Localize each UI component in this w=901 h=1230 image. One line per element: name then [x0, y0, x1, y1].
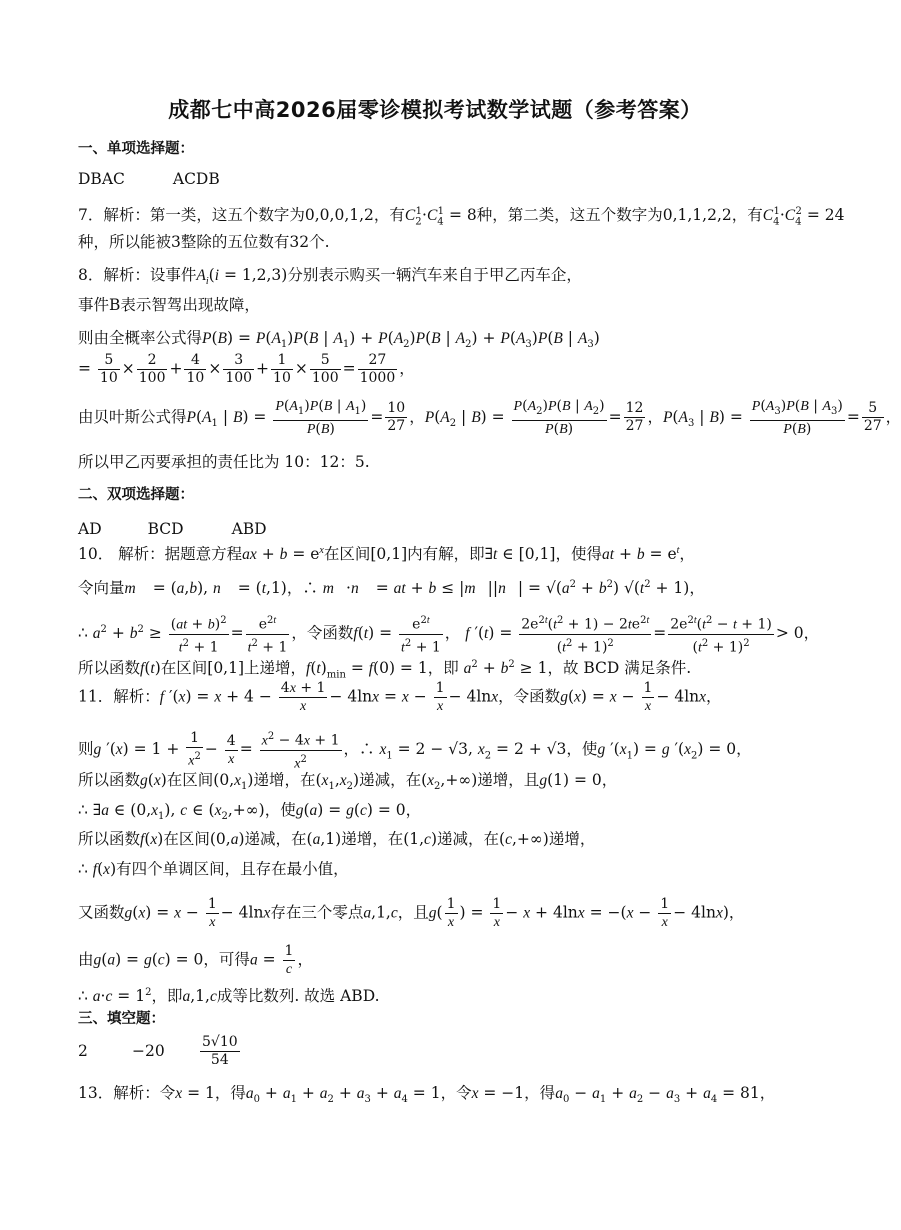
- q11-text: ，可得: [203, 950, 250, 969]
- q8-line-2: 事件B表示智驾出现故障，: [78, 296, 260, 314]
- q11-line-1: 11．解析：f ′(x) = x + 4 − $\frac{4x + 1}{x}$ − 4lnx = x − $\frac{1}{x}$ − 4lnx，令函数g(x) = x − $\frac{1}{x}$ − 4lnx，: [78, 680, 722, 714]
- q11-text: 所以函数: [78, 771, 141, 789]
- q8-label: 8．解析：: [78, 266, 150, 284]
- q13-line-1: 13．解析：令x = 1，得$a_0 + a_1 + a_2 + a_3 + a_4 = 1$，令x = −1，得$a_0 - a_1 + a_2 - a_3 + a_4 = 81$，: [78, 1084, 776, 1106]
- q7-text: 第一类，这五个数字为0,0,0,1,2，有: [149, 206, 405, 225]
- q11-text: ，使: [566, 740, 598, 759]
- q7-text: 种，第二类，这五个数字为0,1,1,2,2，有: [476, 206, 763, 225]
- q11-text: ，且: [397, 903, 429, 922]
- section-heading-fill-blank: 三、填空题：: [78, 1011, 165, 1027]
- q11-text: 存在三个零点: [270, 903, 364, 922]
- q10-text: 在区间[0,1]内有解，即: [323, 545, 485, 564]
- q11-line-6: ∴ f(x)有四个单调区间，且存在最小值，: [78, 860, 349, 878]
- q10-text: 在区间[0,1]上递增，: [160, 659, 307, 678]
- answer-group-2: ACDB: [172, 170, 220, 188]
- q8-text: 由贝叶斯公式得: [78, 407, 187, 426]
- q11-text: 递减，在: [359, 771, 422, 789]
- double-choice-answers: [78, 519, 267, 539]
- q11-line-8: 由g(a) = g(c) = 0，可得a = $\frac{1}{c}$ ，: [78, 943, 313, 977]
- q10-text: ，故 BCD 满足条件.: [547, 659, 692, 678]
- q11-line-2: 则g ′(x) = 1 + $\frac{1}{x^2}$ − $\frac{4}{x}$ = $\frac{x^2 - 4x + 1}{x^2}$ ，∴ $x_1 = 2 - √3$, $x_2 = 2 + √3$，使g $'(x_1) = g$ $'(x_2) = 0$，: [78, 728, 752, 772]
- q13-text: ，得: [524, 1084, 556, 1102]
- q11-text: ，即: [151, 987, 183, 1006]
- fill-blank-answers: [78, 1034, 242, 1069]
- q11-text: 递增，在: [253, 771, 316, 789]
- q11-text: 递增，: [548, 830, 596, 848]
- q8-line-3: 则由全概率公式得$P(B) = P(A_1)P(B$ | $A_1) + P(A_2)P(B$ | $A_2) + P(A_3)P(B$ | $A_3$): [78, 329, 600, 351]
- q7-label: 7．解析：: [78, 206, 150, 225]
- answer-group-1: DBAC: [78, 170, 125, 188]
- q7-line-2: 种，所以能被3整除的五位数有32个.: [78, 233, 330, 251]
- page-title: 成都七中高2026届零诊模拟考试数学试题（参考答案）: [168, 98, 702, 122]
- section-heading-single-choice: 一、单项选择题：: [78, 141, 194, 157]
- q11-text: 则: [78, 740, 94, 759]
- q11-line-7: 又函数g(x) = x − $\frac{1}{x}$ − 4lnx存在三个零点a,1,c，且g( $\frac{1}{x}$ ) = $\frac{1}{x}$ − x + 4lnx = −(x − $\frac{1}{x}$ − 4lnx)，: [78, 896, 745, 930]
- answer-14: $\frac{5√10}{54}$: [202, 1034, 238, 1068]
- q8-line-5: 由贝叶斯公式得$P(A_1$ | B) = $\frac{P(A_1)P(B | A_1)}{P(B)}$ = $\frac{10}{27}$ ，$P(A_2$ | B) = $\frac{P(A_2)P(B | A_2)}{P(B)}$ = $\frac{12}{27}$ ，$P(A_3$ | B) = $\frac{P(A_3)P(B | A_3)}{P(B)}$ = $\frac{5}{27}$ ，: [78, 398, 901, 437]
- q10-line-2: 令向量m⃗ = (a,b), n⃗ = (t,1)，∴ m⃗·n⃗ = at + b ≤ |m⃗||n⃗| = $√(a^2 + b^2) √(t^2 + 1)$，: [78, 579, 705, 598]
- q8-line-1: 8．解析：设事件$A_i(i = 1,2,3)$分别表示购买一辆汽车来自于甲乙丙车企，: [78, 266, 582, 288]
- q11-label: 11．解析：: [78, 687, 160, 706]
- q7-line-1: 7．解析：第一类，这五个数字为0,0,0,1,2，有$C_2^1\cdot C_4^1 = 8$种，第二类，这五个数字为0,1,1,2,2，有$C_4^1\cdot C_4^2 = 24$: [78, 206, 845, 228]
- q11-text: 递减，在: [437, 830, 500, 848]
- answer-13: −20: [132, 1041, 165, 1060]
- q13-text: ，得: [214, 1084, 246, 1102]
- q11-line-9: ∴ $a\cdot c = 1^2$，即a,1,c成等比数列. 故选 ABD.: [78, 987, 380, 1006]
- q11-text: ，使: [264, 801, 296, 819]
- q10-line-3: ∴ $a^2 + b^2$ ≥ $\frac{(at + b)^2}{t^2 + 1}$ = $\frac{e^{2t}}{t^2 + 1}$ ，令函数f(t) = $\frac{e^{2t}}{t^2 + 1}$ ， f ′(t) = $\frac{2e^{2t}(t^2 + 1) - 2te^{2t}}{(t^2 + 1)^2}$ = $\frac{2e^{2t}(t^2 - t + 1)}{(t^2 + 1)^2}$ > 0，: [78, 612, 819, 656]
- q11-text: 递减，在: [244, 830, 307, 848]
- answer-9: AD: [78, 520, 102, 538]
- answer-11: ABD: [231, 520, 267, 538]
- q11-text: 递增，在: [341, 830, 404, 848]
- q10-text: 令向量: [78, 579, 125, 598]
- q13-label: 13．解析：: [78, 1084, 160, 1102]
- answer-12: 2: [78, 1041, 88, 1060]
- q11-text: 成等比数列. 故选 ABD.: [216, 987, 380, 1006]
- q8-line-6: 所以甲乙丙要承担的责任比为 10：12：5.: [78, 453, 370, 471]
- q8-text: 设事件: [149, 266, 197, 284]
- q8-text: 分别表示购买一辆汽车来自于甲乙丙车企，: [287, 266, 582, 284]
- q11-text: 所以函数: [78, 830, 141, 848]
- q11-line-5: 所以函数f(x)在区间(0,a)递减，在(a,1)递增，在(1,c)递减，在(c,+∞)递增，: [78, 830, 596, 848]
- q13-text: ，令: [440, 1084, 472, 1102]
- q10-label: 10． 解析：: [78, 545, 165, 564]
- section-heading-double-choice: 二、双项选择题：: [78, 487, 194, 503]
- q11-text: ，令函数: [498, 687, 561, 706]
- q10-text: 据题意方程: [164, 545, 243, 564]
- q10-text: ，使得: [555, 545, 602, 564]
- q11-text: 又函数: [78, 903, 125, 922]
- q11-text: 递增，且: [477, 771, 540, 789]
- q11-text: 在区间: [163, 830, 210, 848]
- q8-line-4: = $\frac{5}{10}$ × $\frac{2}{100}$ + $\frac{4}{10}$ × $\frac{3}{100}$ + $\frac{1}{10}$ × $\frac{5}{100}$ = $\frac{27}{1000}$ ，: [78, 352, 415, 386]
- q10-text: 所以函数: [78, 659, 141, 678]
- q11-line-3: 所以函数g(x)在区间$(0,x_1)$递增，在$(x_1,x_2)$递减，在$(x_2,+\infty)$递增，且g(1) = 0，: [78, 771, 618, 793]
- q13-text: 令: [159, 1084, 176, 1102]
- q11-text: 在区间: [166, 771, 214, 789]
- q8-text: 则由全概率公式得: [78, 329, 203, 347]
- answer-10: BCD: [147, 520, 184, 538]
- single-choice-answers: [78, 169, 220, 189]
- q11-text: 由: [78, 950, 94, 969]
- q11-line-4: ∴ ∃a ∈ $(0,x_1)$, c ∈ $(x_2,+\infty)$，使g(a) = g(c) = 0，: [78, 801, 422, 823]
- q11-text: 有四个单调区间，且存在最小值，: [116, 860, 349, 878]
- q10-line-1: 10． 解析：据题意方程ax + $b = e^x$在区间[0,1]内有解，即∃t ∈ [0,1]，使得at + $b = e^t$，: [78, 545, 695, 564]
- q10-line-4: 所以函数f(t)在区间[0,1]上递增，$f(t)_{min} = f(0) = 1$，即 $a^2 + b^2 \ge 1$，故 BCD 满足条件.: [78, 659, 692, 681]
- q10-text: ，令函数: [291, 624, 354, 643]
